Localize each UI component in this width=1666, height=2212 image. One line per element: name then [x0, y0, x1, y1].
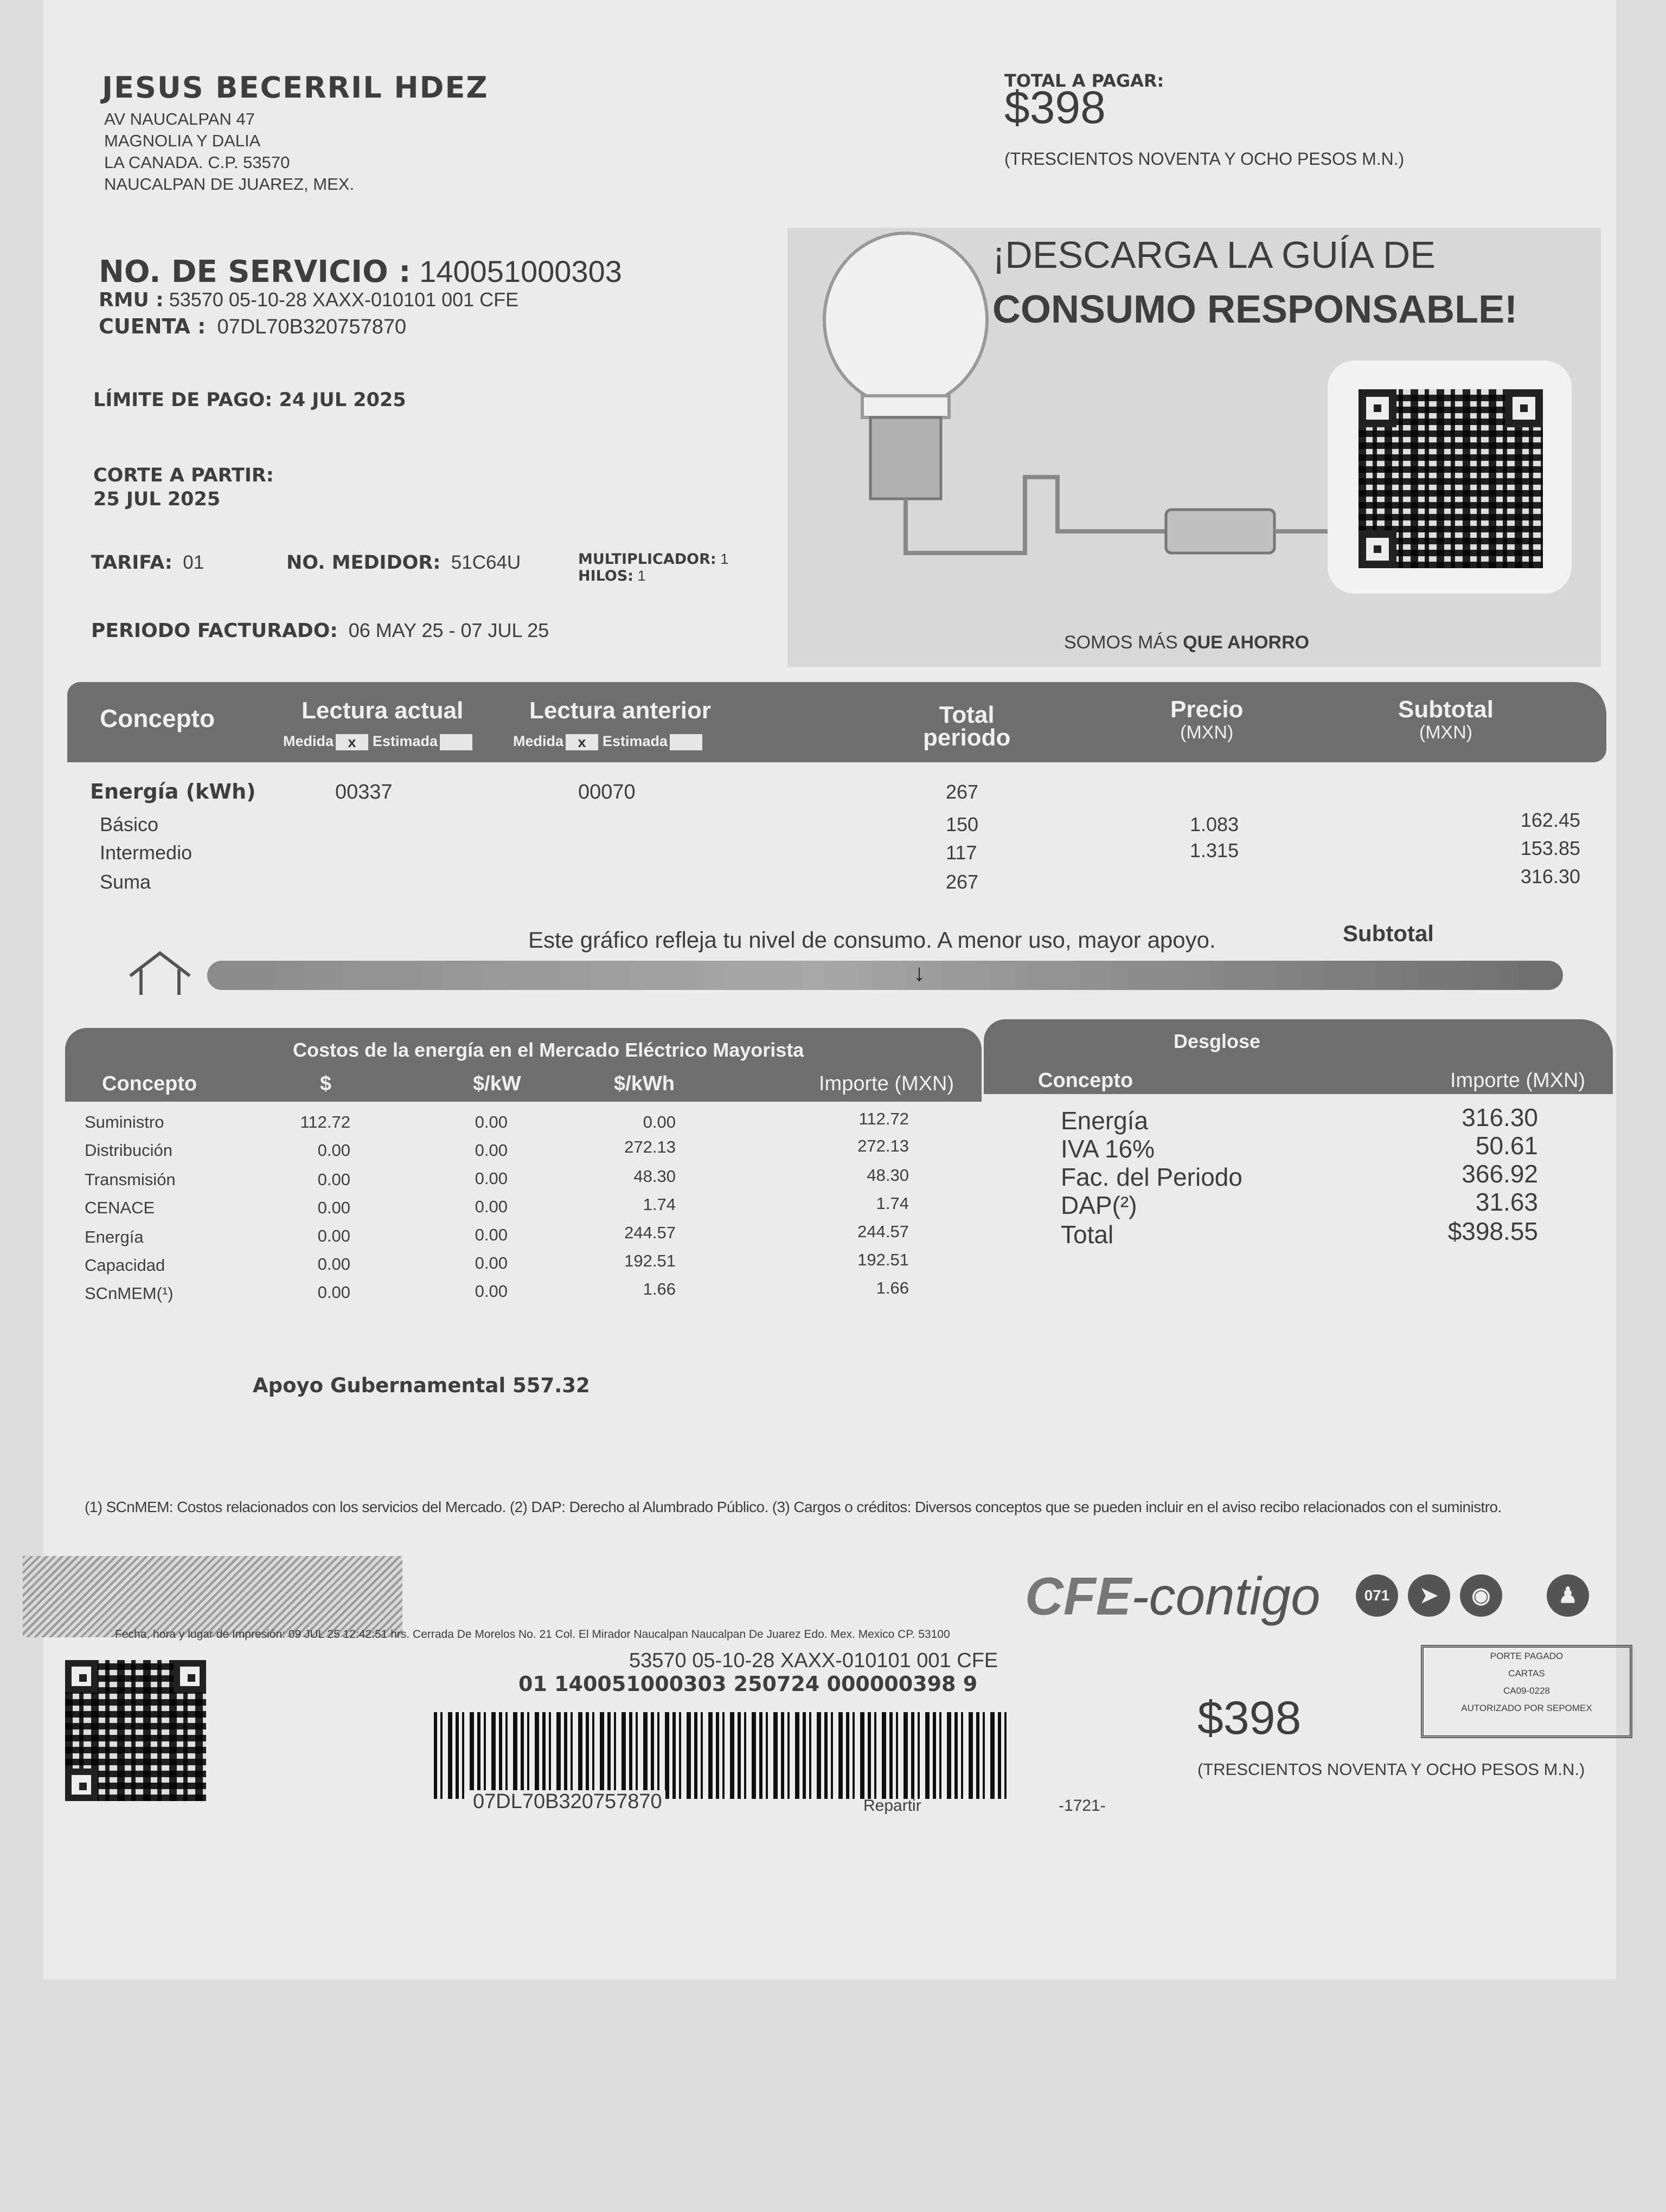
medida-label: Medida — [513, 733, 564, 749]
costos-importe: 1.74 — [876, 1194, 909, 1213]
costos-kwh: 192.51 — [624, 1251, 676, 1270]
location-icon[interactable]: ♟ — [1547, 1574, 1589, 1617]
desglose-concepto: Energía — [1061, 1107, 1149, 1135]
costos-pesos: 112.72 — [300, 1113, 350, 1131]
costos-importe: 112.72 — [858, 1109, 909, 1128]
total-label: TOTAL A PAGAR: — [1004, 70, 1164, 91]
col-per-kwh: $/kWh — [614, 1072, 675, 1095]
medidor-label: NO. MEDIDOR: — [286, 552, 441, 574]
medidor-value: 51C64U — [451, 552, 521, 573]
costos-pesos: 0.00 — [317, 1141, 350, 1160]
qr-finder — [1359, 389, 1396, 427]
row-precio: 1.315 — [1190, 839, 1239, 861]
address-line: AV NAUCALPAN 47 — [104, 110, 255, 128]
energia-label: Energía (kWh) — [90, 780, 256, 803]
tagline-part: QUE AHORRO — [1183, 632, 1310, 653]
medida-checkbox: x — [336, 734, 368, 750]
desglose-concepto: DAP(²) — [1061, 1191, 1137, 1219]
customer-address — [104, 108, 354, 195]
estimada-checkbox — [440, 734, 472, 750]
periodo-label: periodo — [923, 724, 1011, 751]
stub-code: -1721- — [1059, 1797, 1106, 1815]
desglose-importe: 366.92 — [1462, 1160, 1538, 1188]
col-concepto: Concepto — [1038, 1069, 1133, 1092]
desglose-concepto: Fac. del Periodo — [1061, 1163, 1242, 1191]
stamp-line: PORTE PAGADO — [1490, 1651, 1564, 1661]
footnote: (1) SCnMEM: Costos relacionados con los servicios del Mercado. (2) DAP: Derecho al Alumbrado Público. (3) Cargos o créditos: Diversos conceptos que se pueden incluir en el aviso recibo relacionados con el suministro. — [85, 1499, 1502, 1515]
consumo-rows — [100, 809, 1597, 905]
costos-concepto: Energía — [85, 1227, 144, 1246]
row-subtotal: 316.30 — [1520, 865, 1580, 888]
costos-concepto: Transmisión — [85, 1170, 176, 1189]
porte-pagado-stamp — [1421, 1645, 1632, 1738]
costos-importe: 1.66 — [876, 1278, 909, 1297]
hilos-value: 1 — [637, 568, 646, 584]
promo-qr-code[interactable] — [1359, 389, 1543, 568]
costos-pesos: 0.00 — [317, 1226, 350, 1245]
promo-line2: CONSUMO RESPONSABLE! — [992, 288, 1518, 331]
total-label: Total — [939, 702, 995, 728]
medidor — [286, 552, 521, 574]
cuenta-value: 07DL70B320757870 — [217, 316, 407, 338]
total-amount: $398 — [1004, 82, 1106, 133]
limite-pago: LÍMITE DE PAGO: 24 JUL 2025 — [93, 389, 406, 411]
costos-concepto: Distribución — [85, 1141, 172, 1160]
tarifa-label: TARIFA: — [91, 552, 172, 574]
contigo-wordmark: -contigo — [1131, 1566, 1321, 1626]
desglose-importe: 31.63 — [1475, 1188, 1538, 1216]
desglose-importe: 316.30 — [1462, 1103, 1538, 1131]
customer-name: JESUS BECERRIL HDEZ — [102, 70, 489, 105]
col-precio — [1170, 698, 1244, 744]
hilos-label: HILOS: — [578, 568, 634, 584]
tagline-part: SOMOS MÁS — [1064, 632, 1183, 653]
security-pattern — [23, 1556, 402, 1637]
row-subtotal: 162.45 — [1520, 809, 1580, 831]
costos-pesos: 0.00 — [317, 1198, 350, 1217]
repartir-label: Repartir — [863, 1797, 921, 1815]
cfe-wordmark: CFE — [1025, 1566, 1131, 1626]
telegram-icon[interactable]: ➤ — [1408, 1574, 1450, 1617]
costos-kw: 0.00 — [475, 1225, 508, 1244]
promo-line1: ¡DESCARGA LA GUÍA DE — [992, 234, 1436, 276]
periodo-facturado — [91, 619, 549, 642]
house-icon — [119, 943, 201, 998]
row-total: 267 — [946, 871, 979, 893]
gauge-subtotal-label: Subtotal — [1343, 921, 1434, 946]
stamp-line: CARTAS — [1508, 1668, 1545, 1679]
mxn-label: (MXN) — [1419, 722, 1473, 743]
col-importe: Importe (MXN) — [819, 1072, 954, 1095]
multiplicador-value: 1 — [720, 551, 729, 567]
periodo-value: 06 MAY 25 - 07 JUL 25 — [348, 619, 549, 641]
row-total: 117 — [946, 841, 977, 864]
consumo-table-header — [67, 682, 1606, 762]
costos-table-header — [65, 1028, 982, 1102]
qr-finder — [65, 1769, 98, 1801]
costos-kwh: 0.00 — [643, 1113, 676, 1131]
qr-finder — [1359, 530, 1396, 568]
gauge-caption: Este gráfico refleja tu nivel de consumo. A menor uso, mayor apoyo. — [528, 927, 1216, 953]
gauge-arrow-icon: ↓ — [913, 960, 925, 986]
print-info: Fecha, hora y lugar de Impresión: 09 JUL 25 12:42:51 hrs. Cerrada De Morelos No. 21 Col. El Mirador Naucalpan Naucalpan De Juarez Edo. Mex. Mexico CP. 53100 — [115, 1628, 950, 1641]
costos-importe: 272.13 — [857, 1136, 909, 1155]
app-icon[interactable]: ◉ — [1460, 1574, 1502, 1617]
total-periodo-value: 267 — [946, 781, 979, 803]
address-line: LA CANADA. C.P. 53570 — [104, 153, 290, 172]
col-importe: Importe (MXN) — [1450, 1069, 1586, 1092]
tarifa-value: 01 — [183, 552, 204, 573]
costos-pesos: 0.00 — [317, 1255, 350, 1274]
corte-value: 25 JUL 2025 — [93, 488, 221, 510]
col-pesos: $ — [320, 1072, 332, 1095]
precio-label: Precio — [1170, 696, 1244, 723]
rmu-value: 53570 05-10-28 XAXX-010101 001 CFE — [169, 288, 519, 311]
col-concepto: Concepto — [100, 704, 215, 732]
costos-kwh: 1.74 — [643, 1195, 676, 1214]
consumption-gauge-bar — [207, 961, 1563, 990]
lectura-actual-types — [283, 733, 477, 750]
stamp-line: CA09-0228 — [1503, 1686, 1550, 1696]
costos-kwh: 1.66 — [643, 1279, 676, 1298]
stub-qr-code[interactable] — [65, 1660, 206, 1801]
desglose-importe: $398.55 — [1447, 1217, 1538, 1245]
col-concepto: Concepto — [102, 1072, 197, 1095]
desglose-importe: 50.61 — [1475, 1131, 1538, 1160]
costos-kwh: 272.13 — [624, 1137, 676, 1156]
address-line: NAUCALPAN DE JUAREZ, MEX. — [104, 175, 355, 194]
col-subtotal — [1398, 698, 1494, 744]
costos-importe: 48.30 — [867, 1166, 909, 1185]
costos-pesos: 0.00 — [317, 1170, 350, 1189]
phone-071-icon[interactable]: 071 — [1356, 1574, 1398, 1617]
row-concepto: Intermedio — [100, 841, 193, 864]
cfe-contigo-logo — [1025, 1566, 1321, 1627]
lightbulb-icon — [792, 228, 1388, 607]
costos-rows — [85, 1109, 952, 1319]
service-number-label: NO. DE SERVICIO : — [99, 254, 411, 290]
corte — [93, 464, 274, 511]
lectura-anterior-value: 00070 — [578, 781, 636, 803]
stub-rmu: 53570 05-10-28 XAXX-010101 001 CFE — [629, 1649, 998, 1672]
costos-concepto: CENACE — [85, 1198, 155, 1217]
col-total-periodo — [923, 704, 1010, 749]
costos-kw: 0.00 — [475, 1282, 508, 1301]
desglose-concepto: Total — [1061, 1220, 1114, 1249]
costos-kw: 0.00 — [475, 1253, 508, 1272]
multiplicador-hilos — [578, 551, 728, 584]
costos-importe: 244.57 — [857, 1222, 909, 1241]
costos-kw: 0.00 — [475, 1197, 508, 1216]
col-per-kw: $/kW — [473, 1072, 521, 1095]
estimada-label: Estimada — [373, 733, 438, 749]
row-subtotal: 153.85 — [1520, 837, 1580, 859]
mxn-label: (MXN) — [1180, 722, 1234, 743]
qr-finder — [65, 1660, 98, 1693]
periodo-label: PERIODO FACTURADO: — [91, 620, 338, 642]
row-precio: 1.083 — [1190, 813, 1239, 835]
stamp-line: AUTORIZADO POR SEPOMEX — [1461, 1703, 1592, 1713]
desglose-rows — [1061, 1103, 1549, 1258]
tarifa — [91, 552, 204, 574]
costos-kw: 0.00 — [475, 1113, 508, 1131]
lectura-anterior-types — [513, 733, 707, 750]
costos-kw: 0.00 — [475, 1169, 508, 1188]
costos-kwh: 244.57 — [624, 1223, 676, 1242]
qr-finder — [1505, 389, 1543, 427]
col-lectura-anterior: Lectura anterior — [529, 697, 711, 724]
subtotal-label: Subtotal — [1398, 696, 1494, 723]
col-lectura-actual: Lectura actual — [302, 697, 464, 724]
cuenta — [99, 314, 406, 339]
row-concepto: Básico — [100, 813, 159, 835]
cuenta-label: CUENTA : — [99, 314, 206, 338]
costos-kw: 0.00 — [475, 1141, 508, 1160]
apoyo-gubernamental: Apoyo Gubernamental 557.32 — [253, 1374, 590, 1397]
desglose-table-header — [984, 1019, 1613, 1094]
corte-label: CORTE A PARTIR: — [93, 465, 274, 486]
stub-reference: 01 140051000303 250724 000000398 9 — [518, 1672, 978, 1696]
promo-tagline — [1064, 632, 1309, 653]
total-words: (TRESCIENTOS NOVENTA Y OCHO PESOS M.N.) — [1004, 149, 1405, 169]
rmu-label: RMU : — [99, 289, 164, 311]
row-concepto: Suma — [100, 871, 151, 893]
costos-concepto: SCnMEM(¹) — [85, 1284, 174, 1303]
desglose-concepto: IVA 16% — [1061, 1135, 1155, 1163]
service-number — [99, 254, 622, 290]
costos-pesos: 0.00 — [317, 1283, 350, 1302]
multiplicador-label: MULTIPLICADOR: — [578, 551, 716, 568]
address-line: MAGNOLIA Y DALIA — [104, 131, 261, 150]
medida-label: Medida — [283, 733, 334, 749]
costos-importe: 192.51 — [857, 1250, 909, 1269]
row-total: 150 — [946, 813, 979, 835]
barcode-text: 07DL70B320757870 — [470, 1790, 665, 1814]
estimada-checkbox — [670, 734, 702, 750]
medida-checkbox: x — [566, 734, 598, 750]
costos-title: Costos de la energía en el Mercado Eléctrico Mayorista — [293, 1039, 804, 1061]
rmu — [99, 288, 518, 311]
stub-amount-words: (TRESCIENTOS NOVENTA Y OCHO PESOS M.N.) — [1197, 1760, 1585, 1779]
costos-concepto: Suministro — [85, 1113, 164, 1131]
lectura-actual-value: 00337 — [335, 781, 393, 803]
costos-concepto: Capacidad — [85, 1256, 165, 1275]
stub-amount: $398 — [1197, 1692, 1302, 1744]
estimada-label: Estimada — [603, 733, 668, 749]
costos-kwh: 48.30 — [633, 1167, 676, 1186]
payment-barcode — [434, 1712, 1009, 1799]
desglose-title: Desglose — [1174, 1030, 1261, 1052]
service-number-value: 140051000303 — [419, 254, 622, 288]
qr-finder — [174, 1660, 206, 1693]
